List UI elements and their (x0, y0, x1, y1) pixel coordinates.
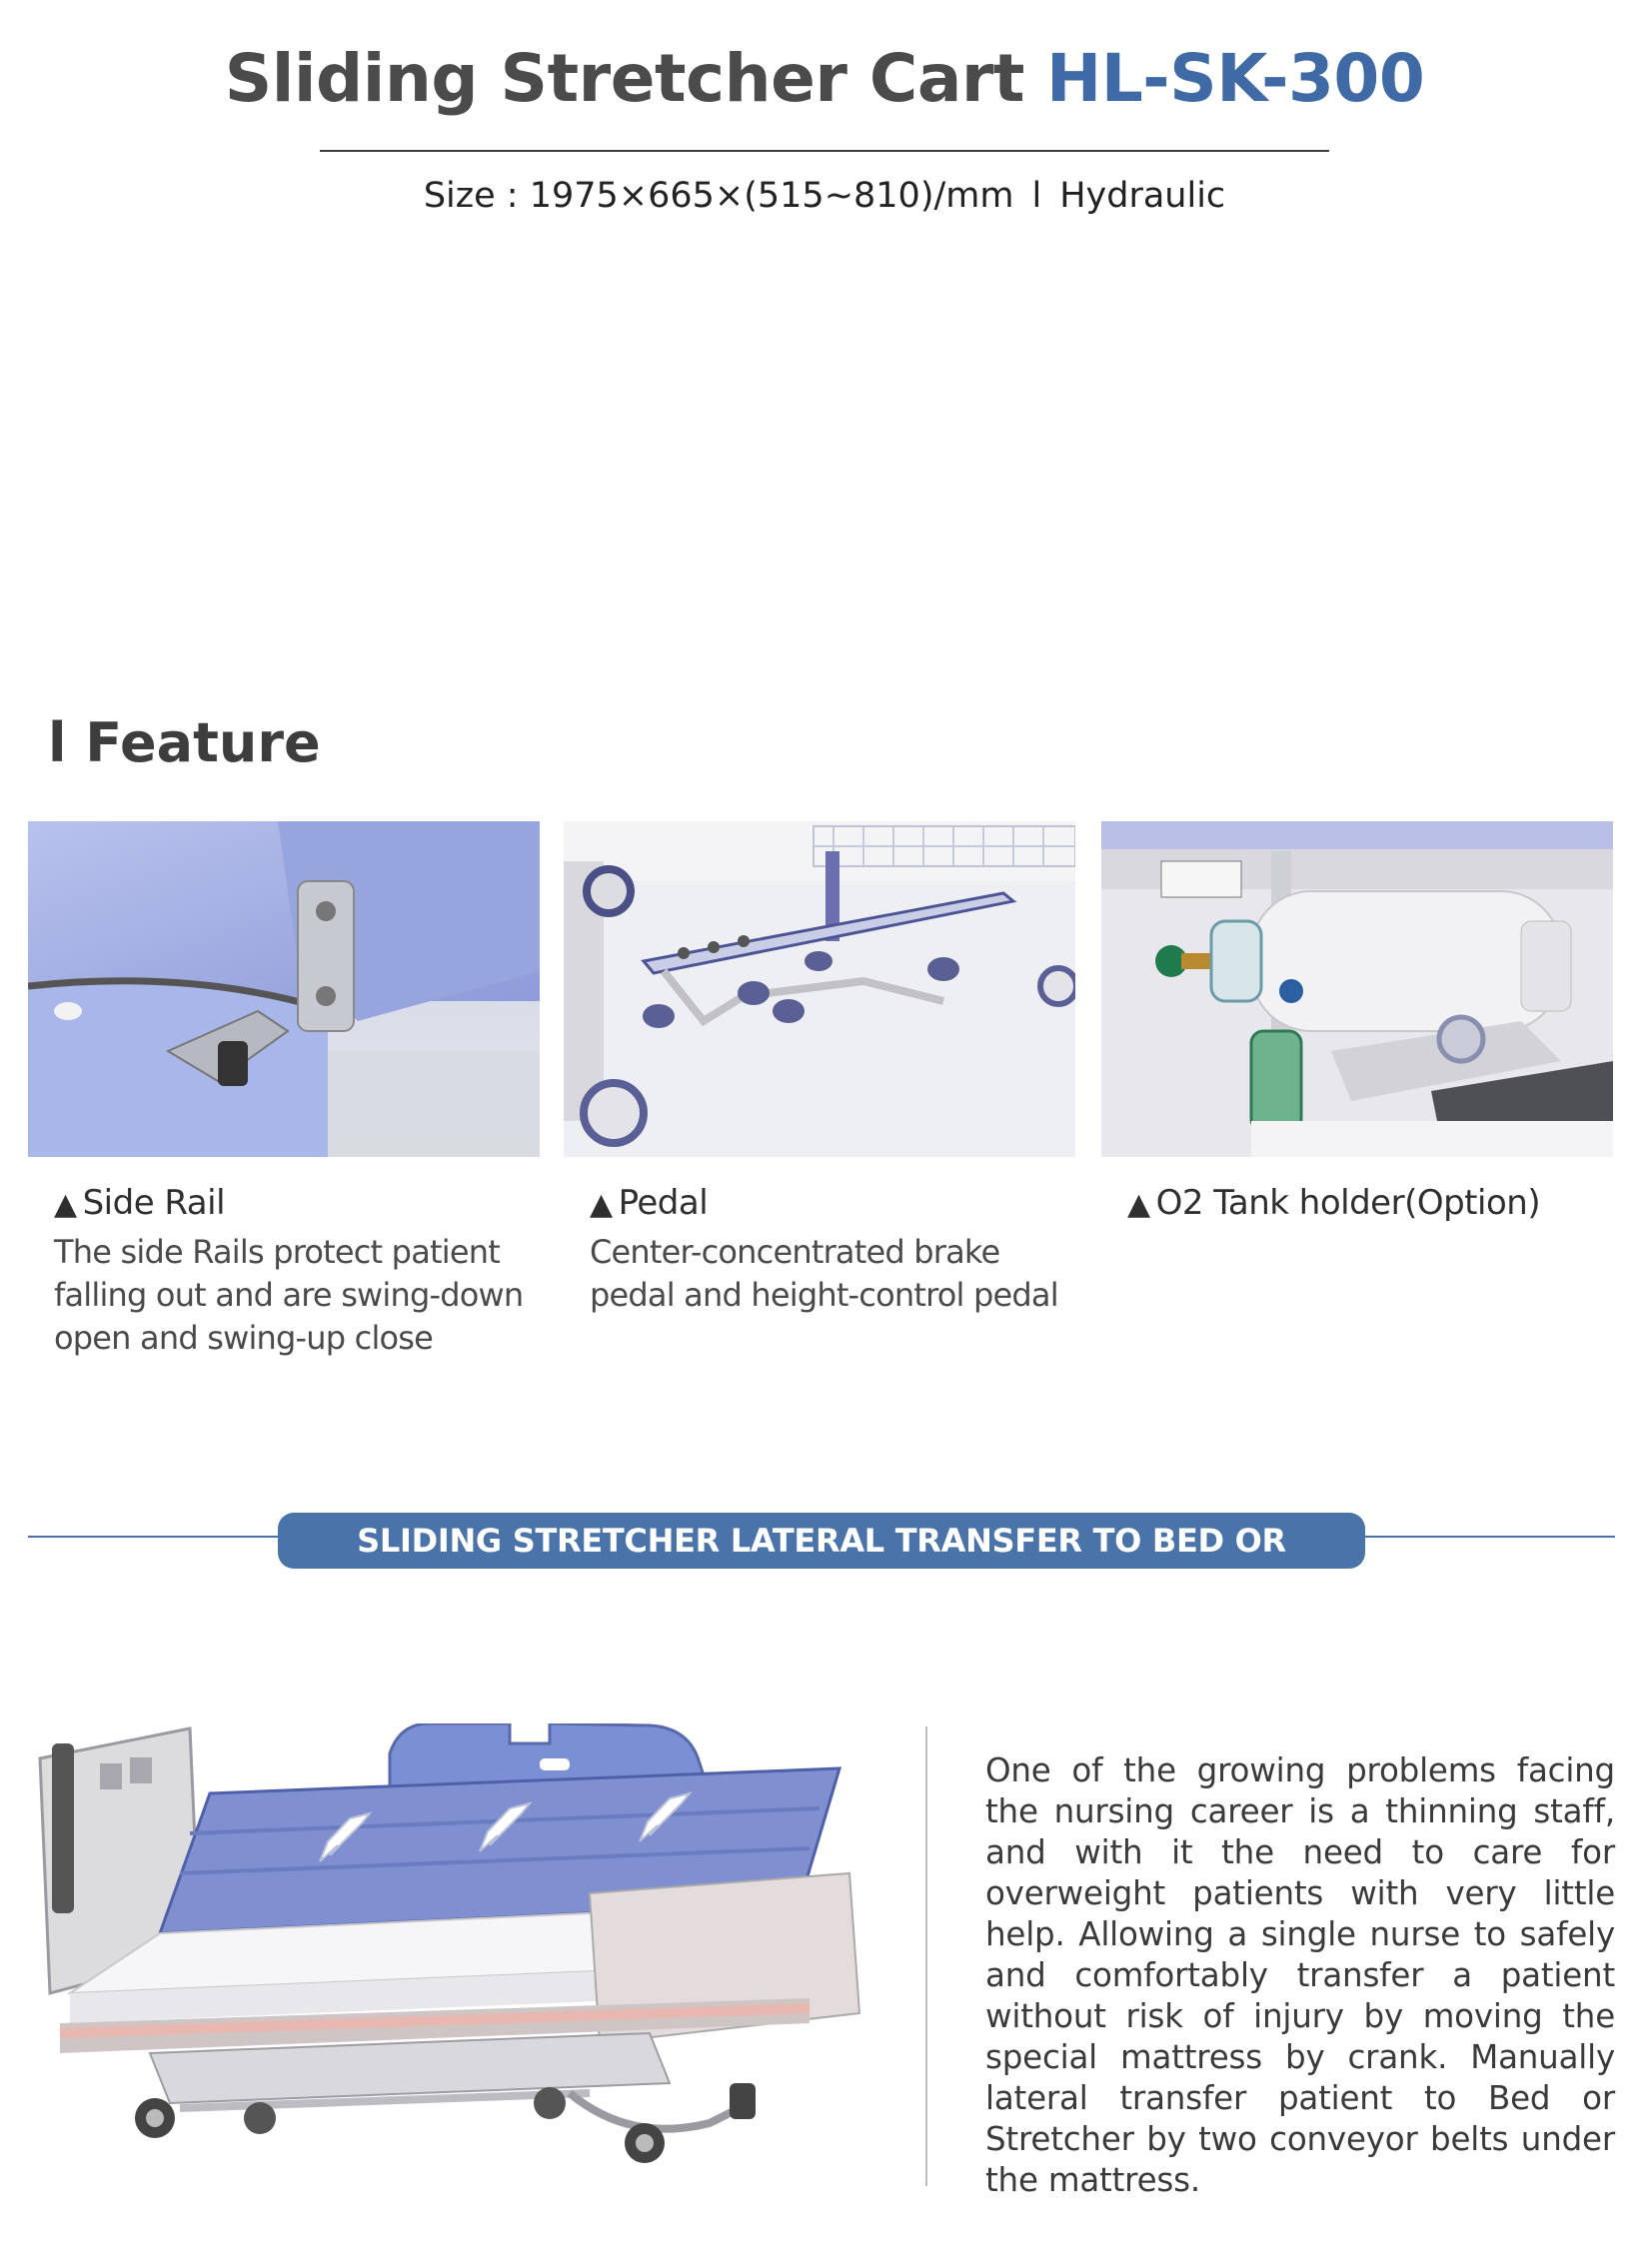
side-rail-photo (28, 821, 540, 1157)
vertical-divider (925, 1726, 927, 2186)
section-banner: SLIDING STRETCHER LATERAL TRANSFER TO BED OR STRETCHER (278, 1513, 1365, 1569)
feature-heading: l Feature (48, 711, 321, 774)
feature-title-side-rail: ▲ Side Rail (54, 1183, 226, 1223)
feature-card-pedal (564, 821, 1075, 1317)
sliding-stretcher-photo (30, 1723, 879, 2163)
feature-card-o2-tank (1101, 821, 1613, 1231)
feature-desc-side-rail: The side Rails protect patient falling out and are swing-down open and swing-up close (54, 1233, 524, 1357)
spec-separator: l (1031, 176, 1042, 216)
product-name: Sliding Stretcher Cart (224, 40, 1024, 117)
triangle-icon: ▲ (590, 1187, 613, 1222)
spec-type: Hydraulic (1059, 176, 1226, 216)
feature-desc-pedal: Center-concentrated brake pedal and height-control pedal (590, 1233, 1058, 1314)
triangle-icon: ▲ (54, 1187, 77, 1222)
model-number: HL-SK-300 (1045, 40, 1425, 117)
o2-tank-photo (1101, 821, 1613, 1157)
triangle-icon: ▲ (1127, 1187, 1150, 1222)
transfer-description: One of the growing problems facing the nursing career is a thinning staff, and with it the need to care for overweight patients with very little help. Allowing a single nurse to safely and comfortably transfer a patient without risk of injury by moving the special mattress by crank. Manually lateral transfer patient to Bed or Stretcher by two conveyor belts under the mattress. (985, 1751, 1615, 2199)
feature-card-side-rail (28, 821, 540, 1360)
spec-line (0, 176, 1649, 216)
spec-size: Size : 1975×665×(515~810)/mm (423, 176, 1014, 216)
feature-title-o2-tank: ▲ O2 Tank holder(Option) (1127, 1183, 1541, 1223)
pedal-photo (564, 821, 1075, 1157)
page-title (0, 40, 1649, 117)
title-divider (320, 150, 1329, 152)
feature-title-pedal: ▲ Pedal (590, 1183, 709, 1223)
